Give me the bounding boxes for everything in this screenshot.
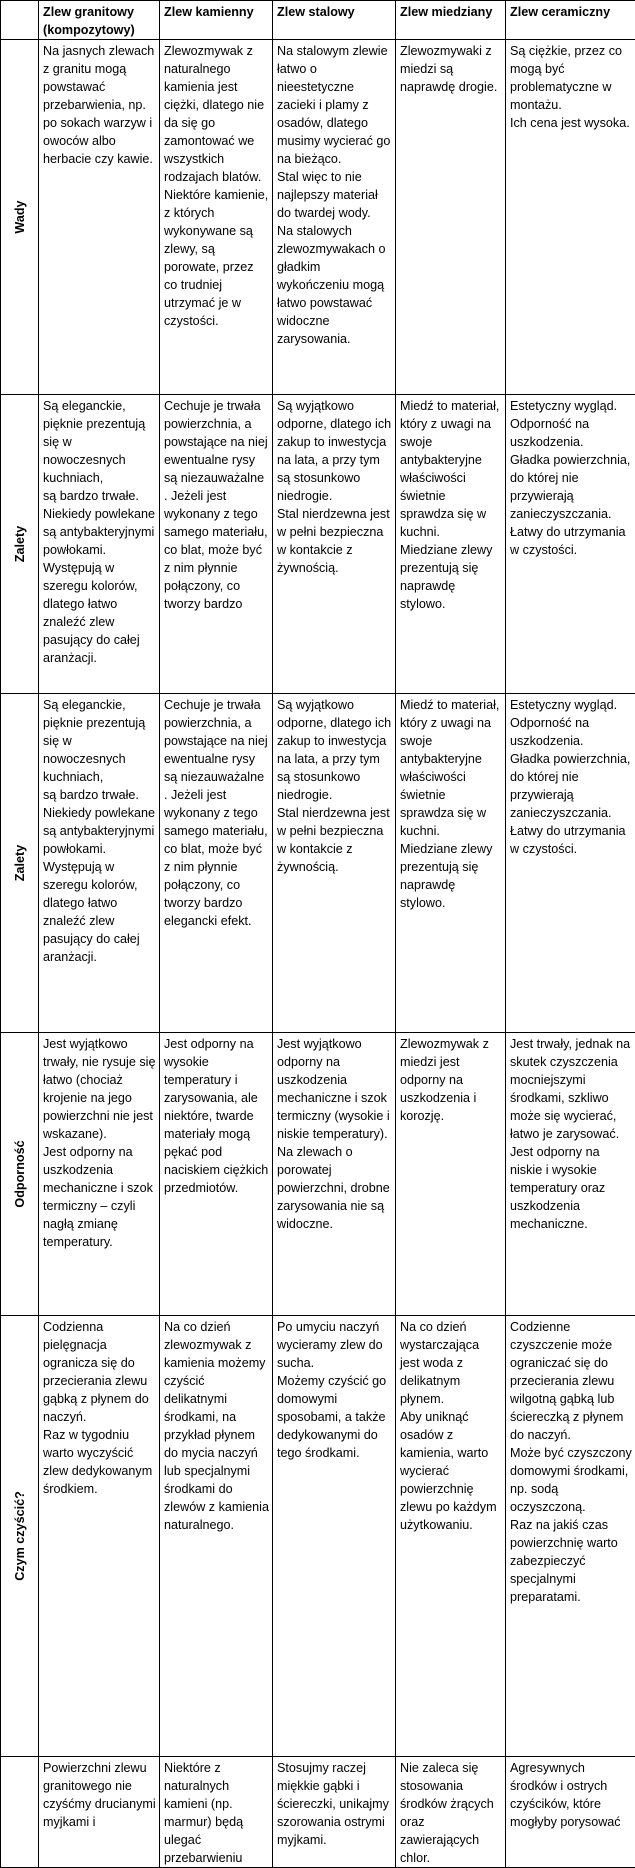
cell-text: Codzienna pielęgnacja ogranicza się do przecierania zlewu gąbką z płynem do naczyń. Raz w tygodniu warto wyczyścić zlew dedykowanym środkiem. xyxy=(43,1318,156,1498)
row-wady xyxy=(1,40,635,395)
cell-ceramic xyxy=(506,1757,635,1868)
cell-copper xyxy=(396,395,506,694)
cell-copper xyxy=(396,1316,506,1757)
cell-granite xyxy=(39,395,160,694)
row-label-cell xyxy=(1,40,39,395)
cell-ceramic xyxy=(506,1316,635,1757)
cell-text: Jest wyjątkowo odporny na uszkodzenia mechaniczne i szok termiczny (wysokie i niskie temperatury). Na zlewach o porowatej powierzchni, drobne zarysowania nie są widoczne. xyxy=(277,1035,392,1233)
cell-text: Niektóre z naturalnych kamieni (np. marmur) będą ulegać przebarwieniu xyxy=(164,1759,269,1867)
cell-ceramic xyxy=(506,395,635,694)
cell-text: Są eleganckie, pięknie prezentują się w nowoczesnych kuchniach, są bardzo trwałe. Niekiedy powlekane są antybakteryjnymi powłokami. Występują w szeregu kolorów, dlatego łatwo znaleźć zlew pasujący do całej aranżacji. xyxy=(43,397,156,667)
cell-steel xyxy=(273,1316,396,1757)
cell-granite xyxy=(39,1757,160,1868)
cell-ceramic xyxy=(506,1033,635,1316)
cell-copper xyxy=(396,694,506,1033)
row-label-zalety: Zalety xyxy=(11,526,29,562)
cell-text: Na co dzień wystarczająca jest woda z delikatnym płynem. Aby uniknąć osadów z kamienia, warto wycierać powierzchnię zlewu po każdym użytkowaniu. xyxy=(400,1318,502,1534)
cell-text: Estetyczny wygląd. Odporność na uszkodzenia. Gładka powierzchnia, do której nie przywierają zanieczyszczania. Łatwy do utrzymania w czystości. xyxy=(510,397,632,559)
cell-steel xyxy=(273,1757,396,1868)
row-zalety-2 xyxy=(1,694,635,1033)
cell-granite xyxy=(39,694,160,1033)
cell-text: Jest trwały, jednak na skutek czyszczenia mocniejszymi środkami, szkliwo może się wycierać, łatwo je zarysować. Jest odporny na niskie i wysokie temperatury oraz uszkodzenia mechaniczne. xyxy=(510,1035,632,1233)
cell-granite xyxy=(39,1316,160,1757)
cell-steel xyxy=(273,694,396,1033)
cell-granite xyxy=(39,40,160,395)
row-czym-czyscic xyxy=(1,1316,635,1757)
row-label-cell xyxy=(1,694,39,1033)
corner-cell xyxy=(1,1,39,40)
row-czego-unikac xyxy=(1,1757,635,1868)
cell-text: Zlewozmywak z miedzi jest odporny na uszkodzenia i korozję. xyxy=(400,1035,502,1125)
cell-text: Agresywnych środków i ostrych czyścików, które mogłyby porysować xyxy=(510,1759,632,1831)
cell-stone xyxy=(160,40,273,395)
row-zalety-1 xyxy=(1,395,635,694)
cell-text: Zlewozmywaki z miedzi są naprawdę drogie. xyxy=(400,42,502,96)
row-label-cell xyxy=(1,1316,39,1757)
cell-text: Są wyjątkowo odporne, dlatego ich zakup to inwestycja na lata, a przy tym są stosunkowo niedrogie. Stal nierdzewna jest w pełni bezpieczna w kontakcie z żywnością. xyxy=(277,696,392,876)
cell-stone xyxy=(160,395,273,694)
row-label-cell xyxy=(1,1757,39,1868)
cell-text: Są ciężkie, przez co mogą być problematyczne w montażu. Ich cena jest wysoka. xyxy=(510,42,632,132)
cell-text: Na jasnych zlewach z granitu mogą powstawać przebarwienia, np. po sokach warzyw i owoców albo herbacie czy kawie. xyxy=(43,42,156,168)
cell-copper xyxy=(396,1757,506,1868)
header-row xyxy=(1,1,635,40)
row-label-wady: Wady xyxy=(11,200,29,233)
column-header-steel: Zlew stalowy xyxy=(273,1,396,40)
cell-text: Miedź to materiał, który z uwagi na swoje antybakteryjne właściwości świetnie sprawdza się w kuchni. Miedziane zlewy prezentują się naprawdę stylowo. xyxy=(400,696,502,912)
cell-text: Są eleganckie, pięknie prezentują się w nowoczesnych kuchniach, są bardzo trwałe. Niekiedy powlekane są antybakteryjnymi powłokami. Występują w szeregu kolorów, dlatego łatwo znaleźć zlew pasujący do całej aranżacji. xyxy=(43,696,156,966)
cell-copper xyxy=(396,40,506,395)
row-label-odpornosc: Odporność xyxy=(11,1140,29,1207)
cell-text: Stosujmy raczej miękkie gąbki i ściereczki, unikajmy szorowania ostrymi myjkami. xyxy=(277,1759,392,1849)
row-label-zalety: Zalety xyxy=(11,845,29,881)
cell-steel xyxy=(273,395,396,694)
cell-stone xyxy=(160,1757,273,1868)
cell-text: Nie zaleca się stosowania środków żrących oraz zawierających chlor. xyxy=(400,1759,502,1867)
cell-steel xyxy=(273,1033,396,1316)
cell-stone xyxy=(160,1316,273,1757)
row-label-cell xyxy=(1,395,39,694)
row-label-czym-czyscic: Czym czyścić? xyxy=(11,1491,29,1581)
cell-steel xyxy=(273,40,396,395)
column-header-ceramic: Zlew ceramiczny xyxy=(506,1,635,40)
cell-text: Jest wyjątkowo trwały, nie rysuje się łatwo (chociaż krojenie na jego powierzchni nie jest wskazane). Jest odporny na uszkodzenia mechaniczne i szok termiczny – czyli nagłą zmianę temperatury. xyxy=(43,1035,156,1251)
cell-text: Po umyciu naczyń wycieramy zlew do sucha. Możemy czyścić go domowymi sposobami, a także dedykowanymi do tego środkami. xyxy=(277,1318,392,1462)
column-header-copper: Zlew miedziany xyxy=(396,1,506,40)
row-label-cell xyxy=(1,1033,39,1316)
cell-text: Są wyjątkowo odporne, dlatego ich zakup to inwestycja na lata, a przy tym są stosunkowo niedrogie. Stal nierdzewna jest w pełni bezpieczna w kontakcie z żywnością. xyxy=(277,397,392,577)
cell-ceramic xyxy=(506,40,635,395)
cell-copper xyxy=(396,1033,506,1316)
cell-text: Na co dzień zlewozmywak z kamienia możemy czyścić delikatnymi środkami, na przykład płynem do mycia naczyń lub specjalnymi środkami do zlewów z kamienia naturalnego. xyxy=(164,1318,269,1534)
cell-text: Cechuje je trwała powierzchnia, a powstające na niej ewentualne rysy są niezauważalne . Jeżeli jest wykonany z tego samego materiału, co blat, może być z nim płynnie połączony, co tworzy bardzo elegancki efekt. xyxy=(164,696,269,930)
column-header-granite: Zlew granitowy (kompozytowy) xyxy=(39,1,160,40)
cell-text: Jest odporny na wysokie temperatury i zarysowania, ale niektóre, twarde materiały mogą pękać pod naciskiem ciężkich przedmiotów. xyxy=(164,1035,269,1197)
row-odpornosc xyxy=(1,1033,635,1316)
cell-text: Na stalowym zlewie łatwo o nieestetyczne zacieki i plamy z osadów, dlatego musimy wycierać go na bieżąco. Stal więc to nie najlepszy materiał do twardej wody. Na stalowych zlewozmywakach o gładkim wykończeniu mogą łatwo powstawać widoczne zarysowania. xyxy=(277,42,392,348)
cell-text: Miedź to materiał, który z uwagi na swoje antybakteryjne właściwości świetnie sprawdza się w kuchni. Miedziane zlewy prezentują się naprawdę stylowo. xyxy=(400,397,502,613)
cell-text: Cechuje je trwała powierzchnia, a powstające na niej ewentualne rysy są niezauważalne . Jeżeli jest wykonany z tego samego materiału, co blat, może być z nim płynnie połączony, co tworzy bardzo xyxy=(164,397,269,613)
cell-text: Zlewozmywak z naturalnego kamienia jest ciężki, dlatego nie da się go zamontować we wszystkich rodzajach blatów. Niektóre kamienie, z których wykonywane są zlewy, są porowate, przez co trudniej utrzymać je w czystości. xyxy=(164,42,269,330)
cell-granite xyxy=(39,1033,160,1316)
cell-ceramic xyxy=(506,694,635,1033)
cell-text: Powierzchni zlewu granitowego nie czyśćmy drucianymi myjkami i xyxy=(43,1759,156,1831)
cell-text: Codzienne czyszczenie może ograniczać się do przecierania zlewu wilgotną gąbką lub ściereczką z płynem do naczyń. Może być czyszczony domowymi środkami, np. sodą oczyszczoną. Raz na jakiś czas powierzchnię warto zabezpieczyć specjalnymi preparatami. xyxy=(510,1318,632,1606)
column-header-stone: Zlew kamienny xyxy=(160,1,273,40)
cell-stone xyxy=(160,694,273,1033)
cell-text: Estetyczny wygląd. Odporność na uszkodzenia. Gładka powierzchnia, do której nie przywierają zanieczyszczania. Łatwy do utrzymania w czystości. xyxy=(510,696,632,858)
cell-stone xyxy=(160,1033,273,1316)
